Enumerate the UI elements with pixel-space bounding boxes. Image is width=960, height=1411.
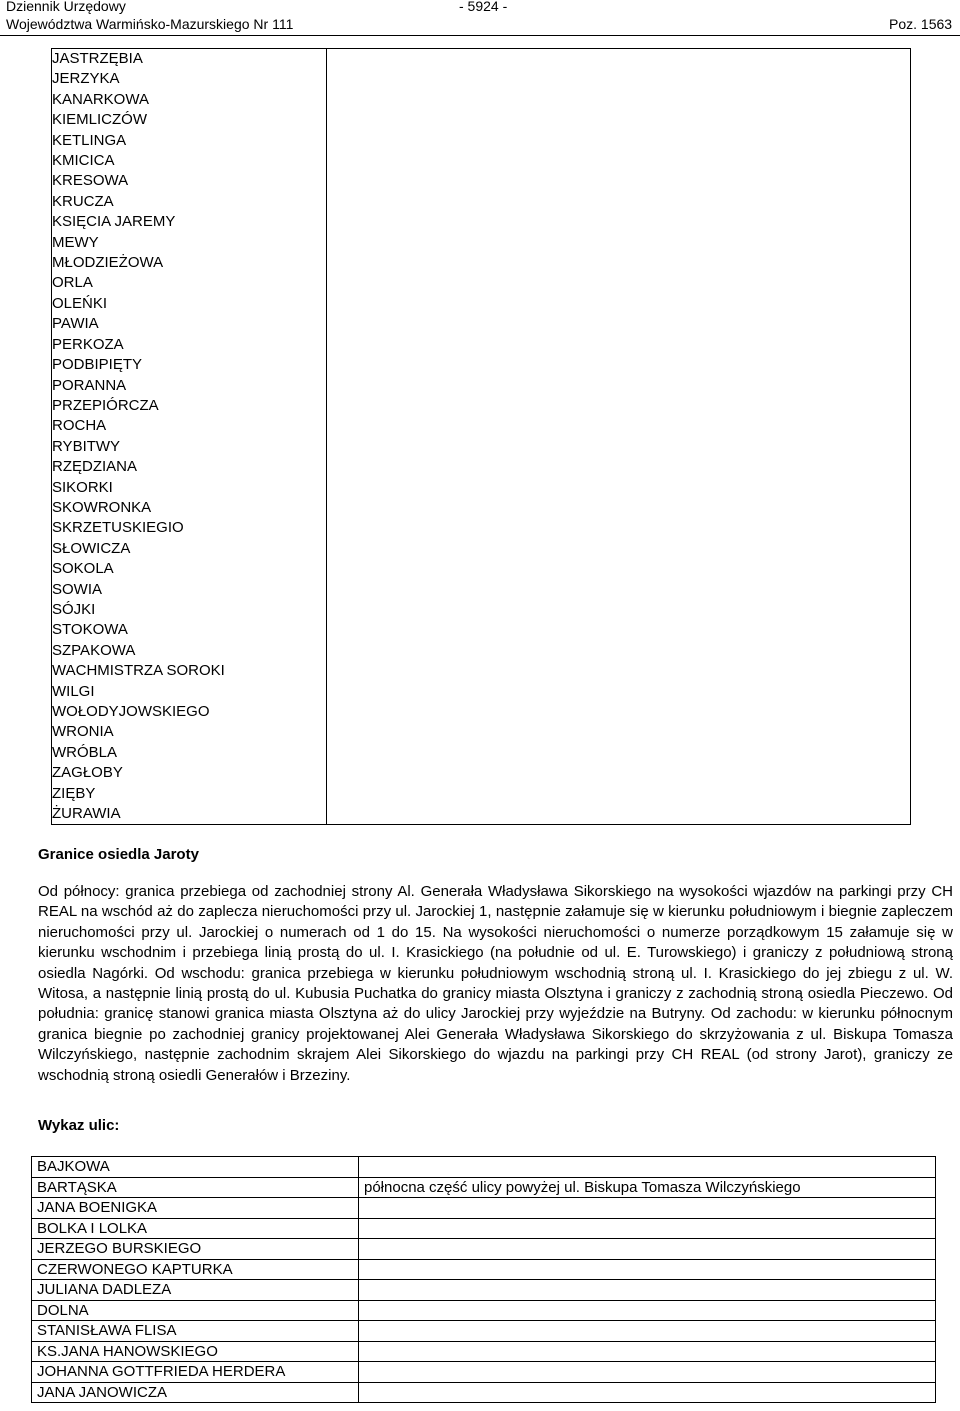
street-name: SÓJKI — [52, 600, 96, 618]
street-name: RYBITWY — [52, 437, 121, 455]
street-name: PAWIA — [52, 315, 99, 333]
list-heading: Wykaz ulic: — [38, 1117, 120, 1134]
street-note — [359, 1280, 936, 1301]
table-row — [32, 1177, 936, 1198]
street-name: SKOWRONKA — [52, 498, 152, 516]
table-row — [32, 1218, 936, 1239]
street-name: SIKORKI — [52, 478, 113, 496]
street-note — [359, 1259, 936, 1280]
street-name: SZPAKOWA — [52, 641, 136, 659]
street-name: KSIĘCIA JAREMY — [52, 213, 176, 231]
voivodeship-issue: Województwa Warmińsko-Mazurskiego Nr 111 — [6, 16, 294, 32]
street-names-cell — [52, 49, 327, 825]
street-name: PERKOZA — [52, 335, 124, 353]
street-name: JERZYKA — [52, 70, 120, 88]
street-note — [359, 1321, 936, 1342]
header-rule — [0, 35, 960, 36]
streets-table-1 — [51, 48, 911, 825]
street-name: KMICICA — [52, 152, 115, 170]
table-row — [32, 1280, 936, 1301]
street-list — [52, 49, 326, 824]
street-name: KANARKOWA — [52, 90, 149, 108]
journal-title: Dziennik Urzędowy — [6, 0, 126, 14]
street-name: DOLNA — [32, 1300, 359, 1321]
street-name: PRZEPIÓRCZA — [52, 396, 159, 414]
street-note: północna część ulicy powyżej ul. Biskupa Tomasza Wilczyńskiego — [359, 1177, 936, 1198]
street-name: PORANNA — [52, 376, 127, 394]
street-name: MŁODZIEŻOWA — [52, 254, 164, 272]
street-name: JOHANNA GOTTFRIEDA HERDERA — [32, 1362, 359, 1383]
street-name: OLEŃKI — [52, 294, 108, 312]
position-number: Poz. 1563 — [889, 16, 953, 32]
street-name: WOŁODYJOWSKIEGO — [52, 703, 210, 720]
street-name: PODBIPIĘTY — [52, 356, 143, 374]
street-note — [359, 1362, 936, 1383]
street-name: WILGI — [52, 682, 95, 700]
street-note — [359, 1300, 936, 1321]
street-name: KRUCZA — [52, 192, 114, 210]
table-row — [32, 1382, 936, 1403]
street-name: BOLKA I LOLKA — [32, 1218, 359, 1239]
street-name: KRESOWA — [52, 172, 129, 190]
street-name: ŻURAWIA — [52, 805, 121, 823]
table-row — [32, 1239, 936, 1260]
street-name: RZĘDZIANA — [52, 458, 138, 476]
table-row — [32, 1341, 936, 1362]
notes-cell — [327, 49, 911, 825]
street-name: JERZEGO BURSKIEGO — [32, 1239, 359, 1260]
section-title: Granice osiedla Jaroty — [38, 846, 199, 863]
street-name: SOKOLA — [52, 560, 114, 578]
street-name: MEWY — [52, 233, 99, 251]
street-name: WRONIA — [52, 723, 114, 741]
street-name: KETLINGA — [52, 131, 127, 149]
street-note — [359, 1198, 936, 1219]
streets-table-2 — [31, 1156, 936, 1403]
street-name: ROCHA — [52, 417, 107, 435]
street-name: KS.JANA HANOWSKIEGO — [32, 1341, 359, 1362]
street-name: STANISŁAWA FLISA — [32, 1321, 359, 1342]
table-row — [32, 1300, 936, 1321]
street-name: ORLA — [52, 274, 93, 292]
boundary-description: Od północy: granica przebiega od zachodniej strony Al. Generała Władysława Sikorskiego na wysokości wjazdów na parkingi przy CH REAL na wschód aż do zaplecza nieruchomości przy ul. Jarockiej 1, następnie załamuje się w kierunku południowym i biegnie zapleczem nieruchomości przy ul. Jarockiej o numerach od 1 do 15. Na wysokości nieruchomości o numerze porządkowym 15 załamuje się w kierunku wschodnim i przebiega linią prostą do ul. I. Krasickiego (na południe od ul. E. Turowskiego) i graniczy z południową stroną osiedla Nagórki. Od wschodu: granica przebiega w kierunku południowym wschodnią stroną ul. I. Krasickiego do jej zbiegu z ul. W. Witosa, a następnie linią prostą do ul. Kubusia Puchatka do granicy miasta Olsztyna i graniczy z zachodnią stroną osiedla Pieczewo. Od południa: granicę stanowi granica miasta Olsztyna aż do ulicy Jarockiej przy wyjeździe na Butryny. Od zachodu: w kierunku północnym granica biegnie po zachodniej granicy projektowanej Alei Generała Władysława Sikorskiego do skrzyżowania z ul. Biskupa Tomasza Wilczyńskiego, następnie zachodnim skrajem Alei Sikorskiego do wjazdu na parkingi przy CH REAL (od strony Jarot), graniczy ze wschodnią stroną osiedli Generałów i Brzeziny. — [38, 883, 953, 1084]
street-name: BARTĄSKA — [32, 1177, 359, 1198]
street-note — [359, 1239, 936, 1260]
street-name: JASTRZĘBIA — [52, 50, 143, 67]
table-row — [32, 1157, 936, 1178]
table-row — [32, 1198, 936, 1219]
street-name: SOWIA — [52, 580, 103, 598]
street-name: BAJKOWA — [32, 1157, 359, 1178]
street-name: WRÓBLA — [52, 743, 118, 761]
street-name: SKRZETUSKIEGIO — [52, 519, 184, 537]
street-name: SŁOWICZA — [52, 539, 131, 557]
street-note — [359, 1341, 936, 1362]
street-name: JANA JANOWICZA — [32, 1382, 359, 1403]
street-name: STOKOWA — [52, 621, 128, 639]
street-name: KIEMLICZÓW — [52, 111, 148, 129]
street-note — [359, 1218, 936, 1239]
street-name: WACHMISTRZA SOROKI — [52, 662, 225, 680]
street-name: JULIANA DADLEZA — [32, 1280, 359, 1301]
table-row — [32, 1362, 936, 1383]
street-note — [359, 1382, 936, 1403]
street-name: JANA BOENIGKA — [32, 1198, 359, 1219]
street-name: CZERWONEGO KAPTURKA — [32, 1259, 359, 1280]
street-name: ZAGŁOBY — [52, 764, 123, 782]
street-note — [359, 1157, 936, 1178]
page-number: - 5924 - — [459, 0, 508, 14]
street-name: ZIĘBY — [52, 784, 96, 802]
table-row — [32, 1259, 936, 1280]
table-row — [32, 1321, 936, 1342]
